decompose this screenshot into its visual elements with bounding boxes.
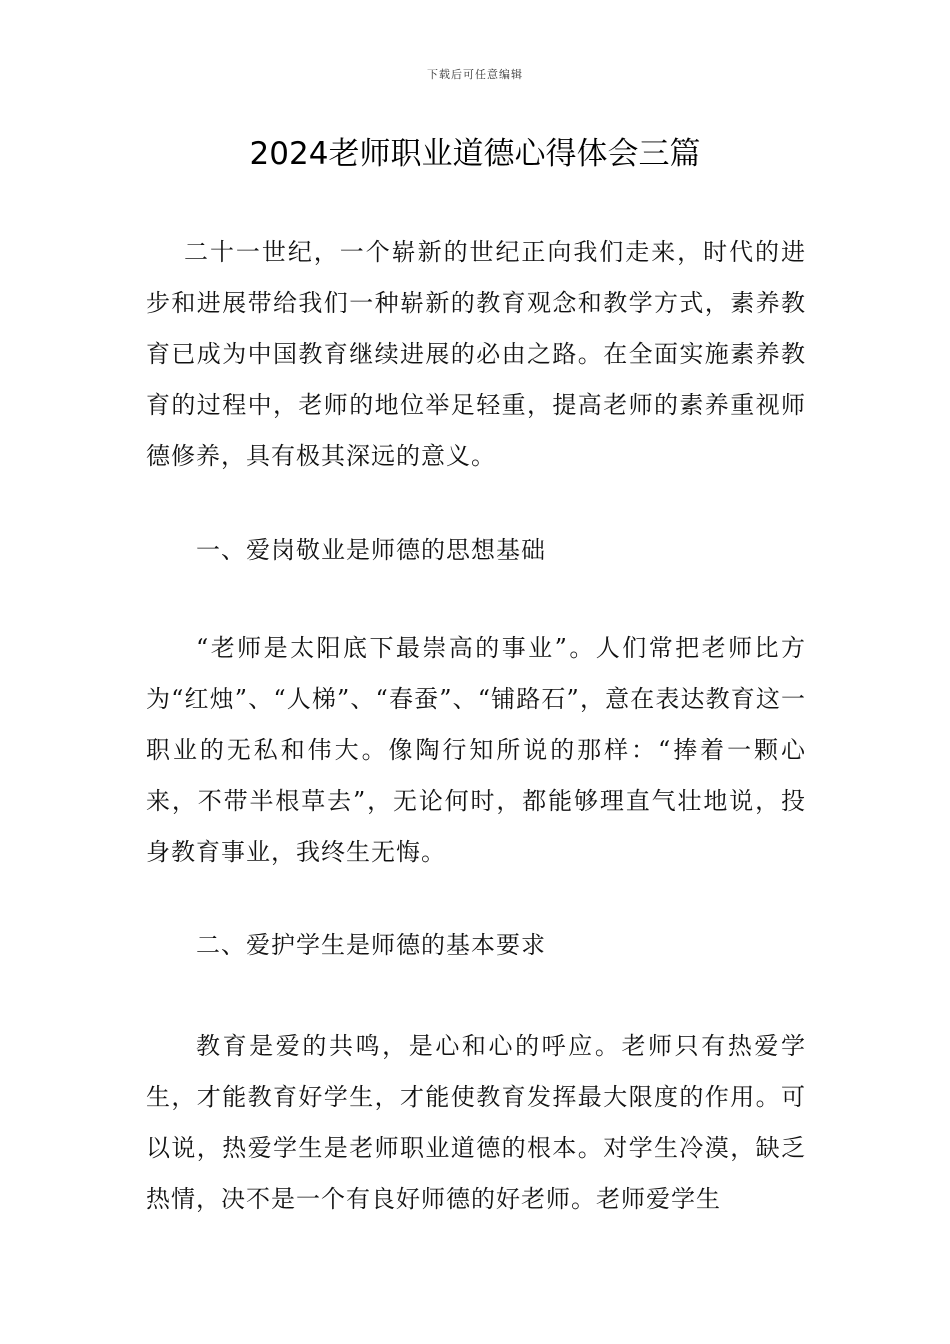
intro-paragraph: 二十一世纪，一个崭新的世纪正向我们走来，时代的进步和进展带给我们一种崭新的教育观念和教学方式，素养教育已成为中国教育继续进展的必由之路。在全面实施素养教育的过程中，老师的地位举足轻重，提高老师的素养重视师德修养，具有极其深远的意义。 xyxy=(146,238,806,470)
section-heading-2: 二、爱护学生是师德的基本要求 xyxy=(196,931,546,959)
section-heading-1: 一、爱岗敬业是师德的思想基础 xyxy=(196,536,546,564)
section-1-paragraph: “老师是太阳底下最崇高的事业”。人们常把老师比方为“红烛”、“人梯”、“春蚕”、“铺路石”，意在表达教育这一职业的无私和伟大。像陶行知所说的那样：“捧着一颗心来，不带半根草去”，无论何时，都能够理直气壮地说，投身教育事业，我终生无悔。 xyxy=(146,634,806,866)
section-2-paragraph: 教育是爱的共鸣，是心和心的呼应。老师只有热爱学生，才能教育好学生，才能使教育发挥最大限度的作用。可以说，热爱学生是老师职业道德的根本。对学生冷漠，缺乏热情，决不是一个有良好师德的好老师。老师爱学生 xyxy=(146,1032,806,1213)
header-note: 下载后可任意编辑 xyxy=(427,68,523,81)
document-title: 2024老师职业道德心得体会三篇 xyxy=(249,136,701,172)
